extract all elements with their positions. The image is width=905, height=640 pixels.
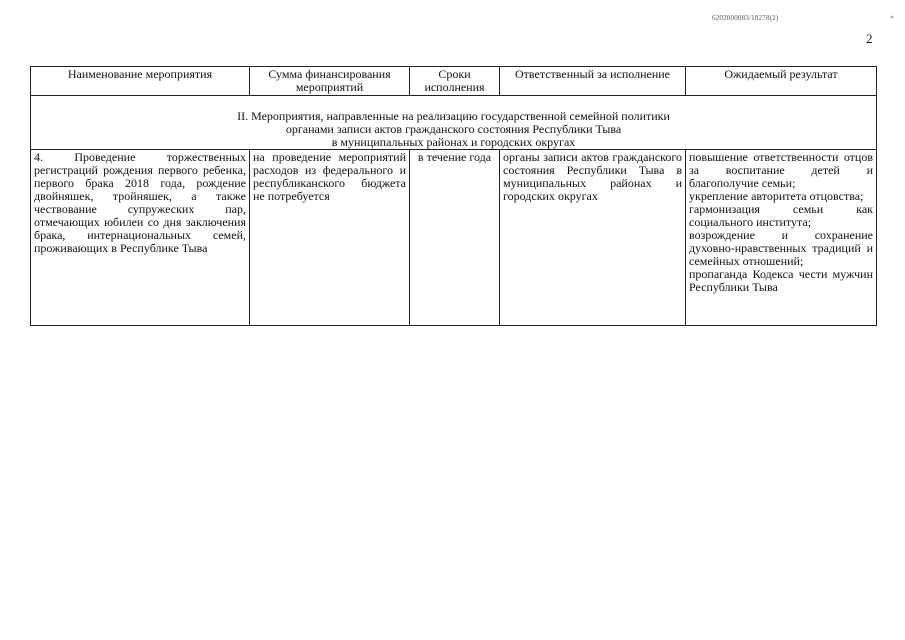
responsible-cell: органы записи актов гражданского состояния Республики Тыва в муниципальных районах и городских округах xyxy=(500,150,686,326)
result-item: пропаганда Кодекса чести мужчин Республики Тыва xyxy=(689,267,873,294)
column-header-result: Ожидаемый результат xyxy=(686,67,877,96)
page-number: 2 xyxy=(866,31,873,46)
result-cell xyxy=(686,150,877,326)
section-title-line: органами записи актов гражданского состояния Республики Тыва xyxy=(285,122,622,136)
document-code: 6202000083/18278(2) xyxy=(712,14,779,22)
event-name-cell: 4. Проведение торжественных регистраций рождения первого ребенка, первого брака 2018 года, рождение двойняшек, тройняшек, а также чествование супружеских пар, отмечающих юбилеи со дня заключения брака, интернациональных семей, проживающих в Республике Тыва xyxy=(31,150,250,326)
events-table xyxy=(30,66,877,326)
section-title-line: II. Мероприятия, направленные на реализацию государственной семейной политики xyxy=(237,109,670,123)
section-title xyxy=(31,96,877,150)
column-header-term: Сроки исполнения xyxy=(410,67,500,96)
result-item: повышение ответственности отцов за воспитание детей и благополучие семьи; xyxy=(689,150,873,190)
column-header-responsible: Ответственный за исполнение xyxy=(500,67,686,96)
column-header-funding: Сумма финансирования мероприятий xyxy=(250,67,410,96)
section-title-line: в муниципальных районах и городских округах xyxy=(331,135,576,149)
result-item: гармонизация семьи как социального института; xyxy=(689,202,873,229)
term-cell: в течение года xyxy=(410,150,500,326)
result-item: укрепление авторитета отцовства; xyxy=(689,189,864,203)
section-title-row xyxy=(31,96,877,150)
funding-cell: на проведение мероприятий расходов из федерального и республиканского бюджета не потребуется xyxy=(250,150,410,326)
corner-mark: * xyxy=(890,14,894,23)
result-item: возрождение и сохранение духовно-нравственных традиций и семейных отношений; xyxy=(689,228,873,268)
table-header-row xyxy=(31,67,877,96)
column-header-name: Наименование мероприятия xyxy=(31,67,250,96)
table-row xyxy=(31,150,877,326)
